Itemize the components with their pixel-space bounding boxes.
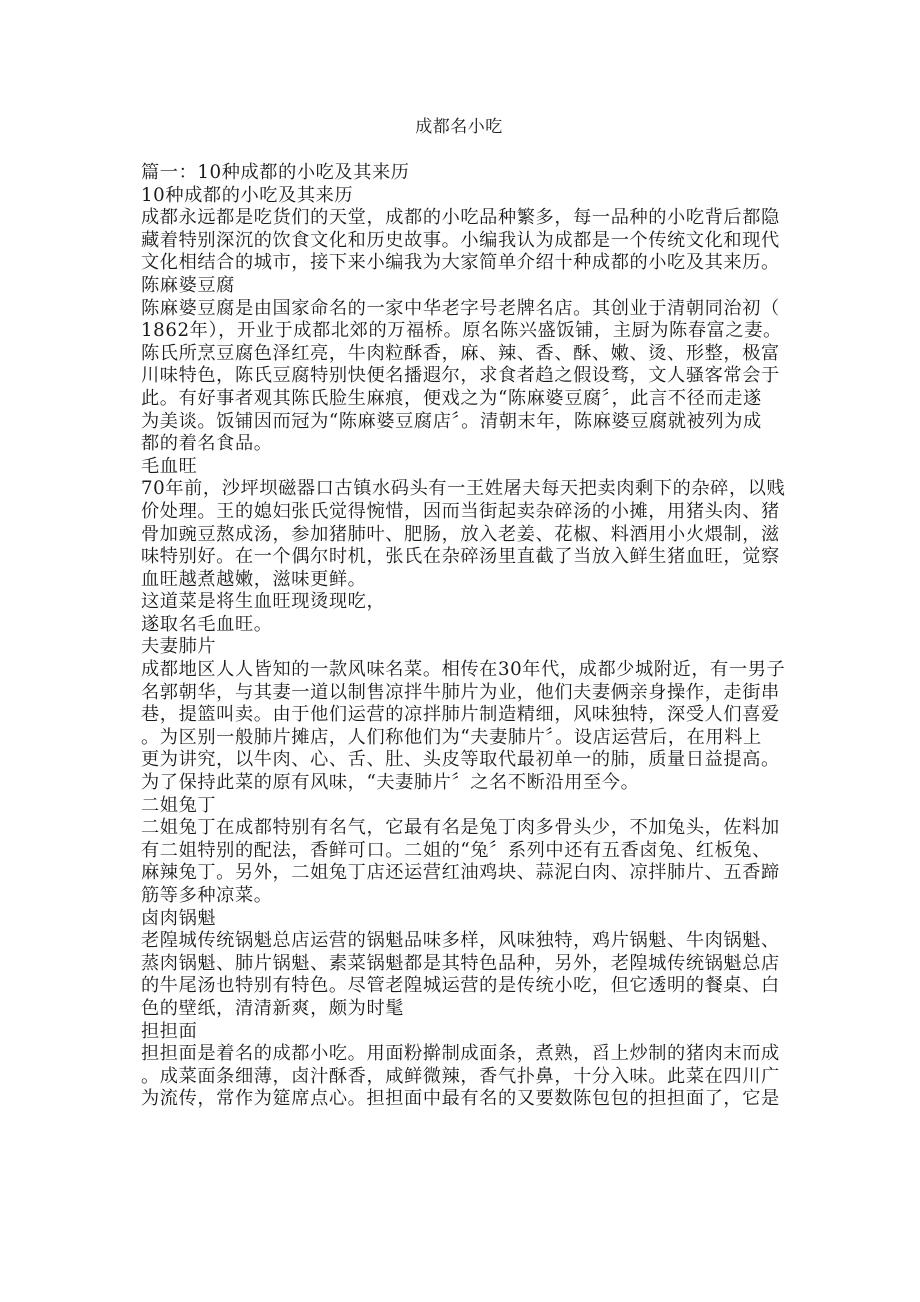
- paragraph-line: 遂取名毛血旺。: [141, 613, 273, 635]
- paragraph-line: 骨加豌豆熬成汤，参加猪肺叶、肥肠，放入老姜、花椒、料酒用小火煨制，滋: [141, 523, 780, 545]
- paragraph-line: 70年前，沙坪坝磁器口古镇水码头有一王姓屠夫每天把卖肉剩下的杂碎，以贱: [141, 478, 786, 500]
- paragraph-line: 陈麻婆豆腐是由国家命名的一家中华老字号老牌名店。其创业于清朝同治初（: [141, 297, 780, 319]
- paragraph-line: 此。有好事者观其陈氏脸生麻痕，便戏之为“陈麻婆豆腐〞，此言不径而走遂: [141, 387, 762, 409]
- section-heading-dandan-mian: 担担面: [141, 1020, 198, 1042]
- paragraph-line: 更为讲究，以牛肉、心、舌、肚、头皮等取代最初单一的肺，质量日益提高。: [141, 749, 780, 771]
- paragraph-line: 成都地区人人皆知的一款风味名菜。相传在30年代，成都少城附近，有一男子: [141, 659, 786, 681]
- section-heading-erjie-tuding: 二姐兔丁: [141, 794, 217, 816]
- section-heading-maoxuewang: 毛血旺: [141, 455, 198, 477]
- paragraph-line: 1862年），开业于成都北郊的万福桥。原名陈兴盛饭铺，主厨为陈春富之妻。: [141, 320, 782, 342]
- paragraph-line: 味特别好。在一个偶尔时机，张氏在杂碎汤里直截了当放入鲜生猪血旺，觉察: [141, 546, 780, 568]
- section-heading-chapter: 篇一：10种成都的小吃及其来历: [141, 162, 410, 183]
- paragraph-line: 价处理。王的媳妇张氏觉得惋惜，因而当街起卖杂碎汤的小摊，用猪头肉、猪: [141, 500, 780, 522]
- paragraph-line: 老隍城传统锅魁总店运营的锅魁品味多样，风味独特，鸡片锅魁、牛肉锅魁、: [141, 930, 780, 952]
- document-page: [141, 116, 786, 1111]
- paragraph-line: 筋等多种凉菜。: [141, 885, 273, 906]
- section-heading-fuqi-feipian: 夫妻肺片: [141, 636, 217, 658]
- document-body: [141, 162, 786, 1111]
- paragraph-line: 色的壁纸，清清新爽，颇为时髦: [141, 997, 405, 1019]
- paragraph-line: 都的着名食品。: [141, 433, 273, 455]
- paragraph-line: 蒸肉锅魁、肺片锅魁、素菜锅魁都是其特色品种，另外，老隍城传统锅魁总店: [141, 952, 780, 974]
- paragraph-line: 这道菜是将生血旺现烫现吃，: [141, 591, 386, 613]
- paragraph-line: 血旺越煮越嫩，滋味更鲜。: [141, 568, 367, 590]
- paragraph-line: 巷，提篮叫卖。由于他们运营的凉拌肺片制造精细，风味独特，深受人们喜爱: [141, 704, 780, 726]
- paragraph-line: 为了保持此菜的原有风味，“夫妻肺片〞之名不断沿用至今。: [141, 772, 640, 794]
- paragraph-line: 为流传，常作为筵席点心。担担面中最有名的又要数陈包包的担担面了，它是: [141, 1088, 780, 1110]
- intro-paragraph-line: 文化相结合的城市，接下来小编我为大家简单介绍十种成都的小吃及其来历。: [141, 252, 780, 274]
- paragraph-line: 。成菜面条细薄，卤汁酥香，咸鲜微辣，香气扑鼻，十分入味。此菜在四川广: [141, 1065, 780, 1087]
- section-heading-lurou-guokui: 卤肉锅魁: [141, 907, 217, 929]
- intro-paragraph-line: 成都永远都是吃货们的天堂，成都的小吃品种繁多，每一品种的小吃背后都隐: [141, 207, 780, 229]
- article-title: 10种成都的小吃及其来历: [141, 184, 354, 206]
- paragraph-line: 陈氏所烹豆腐色泽红亮，牛肉粒酥香，麻、辣、香、酥、嫩、烫、形整，极富: [141, 342, 780, 364]
- intro-paragraph-line: 藏着特别深沉的饮食文化和历史故事。小编我认为成都是一个传统文化和现代: [141, 229, 780, 251]
- paragraph-line: 担担面是着名的成都小吃。用面粉擀制成面条，煮熟，舀上炒制的猪肉末而成: [141, 1043, 780, 1065]
- paragraph-line: 。为区别一般肺片摊店，人们称他们为“夫妻肺片〞。设店运营后，在用料上: [141, 726, 762, 748]
- paragraph-line: 名郭朝华，与其妻一道以制售凉拌牛肺片为业，他们夫妻俩亲身操作，走街串: [141, 681, 780, 703]
- paragraph-line: 的牛尾汤也特别有特色。尽管老隍城运营的是传统小吃，但它透明的餐桌、白: [141, 975, 780, 997]
- paragraph-line: 二姐兔丁在成都特别有名气，它最有名是兔丁肉多骨头少，不加兔头，佐料加: [141, 817, 780, 839]
- paragraph-line: 有二姐特别的配法，香鲜可口。二姐的“兔〞系列中还有五香卤兔、红板兔、: [141, 839, 771, 861]
- paragraph-line: 为美谈。饭铺因而冠为“陈麻婆豆腐店〞。清朝末年，陈麻婆豆腐就被列为成: [141, 410, 762, 432]
- paragraph-line: 川味特色，陈氏豆腐特别快便名播遐尔，求食者趋之假设骛，文人骚客常会于: [141, 365, 780, 387]
- paragraph-line: 麻辣兔丁。另外，二姐兔丁店还运营红油鸡块、蒜泥白肉、凉拌肺片、五香蹄: [141, 862, 780, 884]
- section-heading-mapo-tofu: 陈麻婆豆腐: [141, 274, 235, 296]
- document-title: 成都名小吃: [415, 117, 503, 137]
